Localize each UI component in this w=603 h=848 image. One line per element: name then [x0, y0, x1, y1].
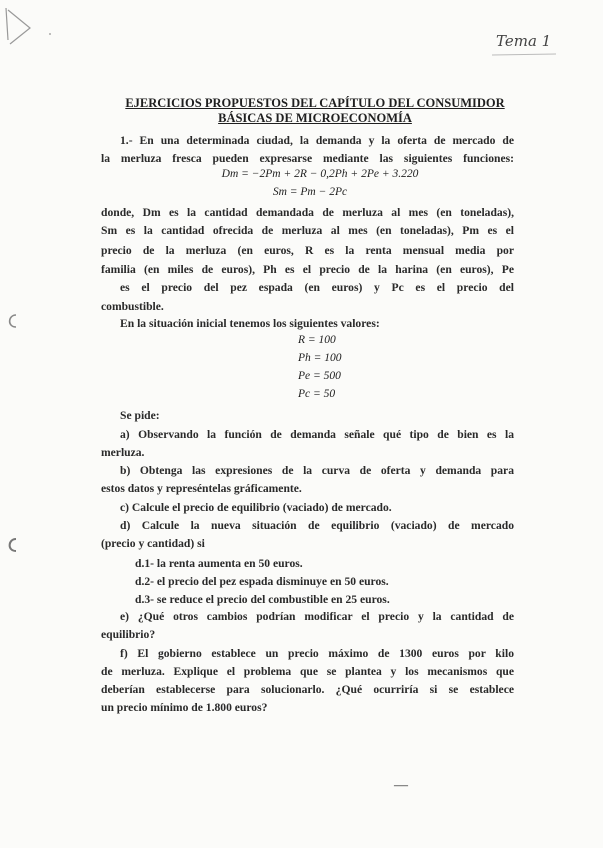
handwritten-underline — [490, 50, 560, 58]
handwritten-note: Tema 1 — [496, 32, 552, 50]
definition-line: Sm es la cantidad ofrecida de merluza al mes (en toneladas), Pm es el — [101, 224, 514, 237]
question-d: d) Calcule la nueva situación de equilibrio (vaciado) de mercado — [120, 519, 514, 532]
question-f-cont: de merluza. Explique el problema que se plantea y los mecanismos que — [101, 665, 514, 678]
question-f-cont: deberían establecerse para solucionarlo. ¿Qué ocurriría si se establece — [101, 683, 514, 696]
initial-values-intro: En la situación inicial tenemos los siguientes valores: — [120, 317, 380, 330]
page-subtitle: BÁSICAS DE MICROECONOMÍA — [218, 111, 412, 125]
question-f: f) El gobierno establece un precio máximo de 1300 euros por kilo — [120, 647, 514, 660]
definition-line: combustible. — [101, 300, 164, 313]
question-b-cont: estos datos y represéntelas gráficamente. — [101, 482, 302, 495]
question-e: e) ¿Qué otros cambios podrían modificar el precio y la cantidad de — [120, 610, 514, 623]
se-pide: Se pide: — [120, 409, 160, 422]
question-d2: d.2- el precio del pez espada disminuye en 50 euros. — [135, 575, 389, 588]
value-Pe: Pe = 500 — [298, 370, 341, 382]
definition-line: precio de la merluza (en euros, R es la renta mensual media por — [101, 244, 514, 257]
page-title: EJERCICIOS PROPUESTOS DEL CAPÍTULO DEL CONSUMIDOR — [125, 96, 505, 110]
exercise-intro-line: la merluza fresca pueden expresarse mediante las siguientes funciones: — [101, 152, 514, 165]
question-b: b) Obtenga las expresiones de la curva de oferta y demanda para — [120, 464, 514, 477]
footer-dash: — — [394, 778, 408, 793]
definition-line: es el precio del pez espada (en euros) y Pc es el precio del — [120, 281, 514, 294]
value-Pc: Pc = 50 — [298, 388, 336, 400]
question-d-cont: (precio y cantidad) si — [101, 537, 205, 550]
supply-equation: Sm = Pm − 2Pc — [272, 186, 348, 198]
value-Ph: Ph = 100 — [298, 352, 342, 364]
question-d1: d.1- la renta aumenta en 50 euros. — [135, 557, 303, 570]
definition-line: donde, Dm es la cantidad demandada de merluza al mes (en toneladas), — [101, 206, 514, 219]
question-e-cont: equilibrio? — [101, 628, 156, 641]
value-R: R = 100 — [298, 334, 336, 346]
definition-line: familia (en miles de euros), Ph es el precio de la harina (en euros), Pe — [101, 263, 514, 276]
corner-scan-mark-icon — [0, 0, 60, 60]
exercise-intro-line: 1.- En una determinada ciudad, la demanda y la oferta de mercado de — [120, 134, 514, 147]
punch-hole-icon — [4, 312, 20, 330]
question-f-cont: un precio mínimo de 1.800 euros? — [101, 701, 268, 714]
question-a: a) Observando la función de demanda señale qué tipo de bien es la — [120, 428, 514, 441]
question-d3: d.3- se reduce el precio del combustible en 25 euros. — [135, 593, 390, 606]
question-c: c) Calcule el precio de equilibrio (vaciado) de mercado. — [120, 501, 392, 514]
demand-equation: Dm = −2Pm + 2R − 0,2Ph + 2Pe + 3.220 — [221, 168, 419, 180]
punch-hole-icon — [4, 536, 20, 554]
question-a-cont: merluza. — [101, 446, 145, 459]
